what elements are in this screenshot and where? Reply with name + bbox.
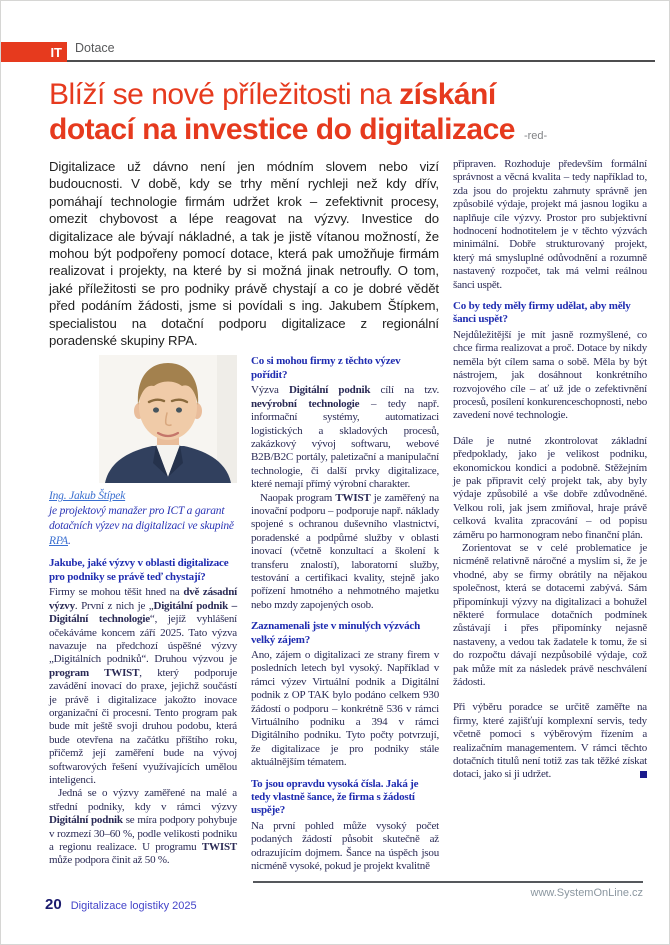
website-url: www.SystemOnLine.cz: [530, 887, 643, 899]
page-header: [1, 39, 655, 62]
title-line-2: [49, 113, 645, 148]
caption-role-text: je projektový manažer pro ICT a garant dotačních výzev na digitalizaci ve skupině: [49, 505, 234, 533]
left-section: [49, 158, 439, 874]
interview-question: Co by tedy měly firmy udělat, aby měly šanci uspět?: [453, 300, 631, 326]
bold-text: Digitální podnik – Digitální technologie: [49, 599, 237, 626]
title-line-1: [49, 78, 645, 113]
title-bold-part: získání: [399, 78, 496, 111]
article-paragraph: [453, 542, 647, 689]
article-paragraph: [49, 787, 237, 867]
article-paragraph: [453, 701, 647, 781]
publication-title: Digitalizace logistiky 2025: [70, 900, 197, 912]
bold-text: TWIST: [335, 491, 371, 504]
text-run: Naopak program: [260, 491, 336, 504]
text-run: je zaměřený na inovační podporu – podporuje např. náklady spojené s ochranou duševního vlastnictví, poradenské a podpůrné služby v oblasti inovací (včetně konzultací a školení k transferu znalostí), laboratorní služby, testování a certifikaci kvality, stejně jako pořízení hmotného a nehmotného majetku nebo mzdy zapojených osob.: [251, 491, 439, 611]
article-column-right: [453, 158, 647, 874]
footer-left: [45, 897, 197, 912]
interview-question: Co si mohou firmy z těchto výzev pořídit?: [251, 355, 401, 381]
bold-text: TWIST: [201, 841, 237, 853]
interview-question: To jsou opravdu vysoká čísla. Jaká je tedy vlastně šance, že firma s žádostí uspěje?: [251, 777, 419, 817]
article-paragraph: [453, 435, 647, 542]
header-rule: [67, 39, 655, 62]
bold-text: Digitální podnik: [289, 384, 371, 397]
text-run: cílí na tzv.: [370, 384, 440, 397]
rpa-link[interactable]: RPA: [49, 535, 68, 548]
bold-text: program TWIST: [49, 666, 140, 679]
category-tab: IT: [1, 42, 67, 62]
person-name-link[interactable]: Ing. Jakub Štípek: [49, 490, 126, 503]
article-paragraph: [251, 492, 439, 613]
text-run: Ano, zájem o digitalizaci ze strany firem v posledních letech byl vysoký. Například v rámci výzev Virtuální podnik a Digitální podnik z OP TAK bylo podáno celkem 930 žádostí o podporu – konkrétně 536 v rámci Virtuálního podniku a 394 v rámci Digitálního podniku. Tyto počty potvrzují, že digitalizace je pro podniky stále aktuálnějším tématem.: [251, 649, 439, 769]
portrait-illustration: [99, 355, 237, 483]
section-label: Dotace: [75, 41, 115, 55]
text-run: může podpora činit až 50 %.: [49, 854, 170, 867]
text-run: Při výběru poradce se určitě zaměřte na firmy, které zajišťují komplexní servis, tedy včetně pomoci s výběrovým řízením a realizačním managementem. V rámci těchto dotačních titulů není totiž zas tak těžké získat dotaci, jako si ji udržet.: [453, 701, 647, 781]
text-run: Zorientovat se v celé problematice je nicméně relativně náročné a myslím si, že je vhodné, aby se firmy obrátily na nějakou společnost, která se dotacemi zabývá. Sám připomínkuji výzvy na digitalizaci a bohužel některé formulace dotačních podmínek zůstávají i přes připomínky nejasně nastaveny, a vedou tak žadatele k tomu, že si do rozpočtu dávají nezpůsobilé výdaje, což pak může mít za následek právě neschválení žádosti.: [453, 541, 647, 689]
column-left-text: [49, 557, 237, 867]
article-column-middle: [251, 355, 439, 873]
article-paragraph: [251, 384, 439, 491]
footer-divider: [253, 881, 643, 899]
title-light-part: Blíží se nové příležitosti na: [49, 78, 400, 111]
text-run: připraven. Rozhoduje především formální správnost a věcná kvalita – tedy například to, zda jsou do projektu zahrnuty správně jen způsobilé výdaje, projekt má jasnou logiku a naplňuje cíle výzvy. Prostor pro subjektivní hodnocení hodnotitelem je v těchto výzvách minimální. Dobře strukturovaný projekt, který má smysluplné odůvodnění a rozumně nastavený rozpočet, tak má velmi reálnou šanci uspět.: [453, 158, 647, 291]
author-byline: -red-: [523, 129, 548, 142]
text-run: Výzva: [251, 384, 289, 397]
article-paragraph: [251, 820, 439, 874]
portrait-photo: [99, 355, 237, 483]
interview-question: Zaznamenali jste v minulých výzvách velký zájem?: [251, 620, 420, 646]
two-column-block: [49, 355, 439, 873]
intro-paragraph: Digitalizace už dávno není jen módním slovem nebo vizí budoucnosti. V době, kdy se trhy mění rychleji než kdy dřív, pomáhají technologie firmám udržet krok – zefektivnit procesy, omezit chybovost a lépe reagovat na výzvy. Investice do digitalizace ale bývají nákladné, a tak je jistě vítanou možností, že mohou být podpořeny pomocí dotace, která pak umožňuje firmám realizovat i projekty, na které by si možná jinak netroufly. O tom, jaké příležitosti se pro podniky právě chystají a co je dobré vědět před podáním žádosti, jsme si povídali s ing. Jakubem Štípkem, specialistou na dotační podporu digitalizace z regionální poradenské skupiny RPA.: [49, 159, 439, 349]
page-number: 20: [45, 896, 62, 913]
text-run: . První z nich je „: [74, 599, 154, 612]
bold-text: nevýrobní technologie: [251, 397, 360, 410]
bold-text: Digitální podnik: [49, 814, 123, 827]
interview-question: Jakube, jaké výzvy v oblasti digitalizace pro podniky se právě teď chystají?: [49, 557, 229, 583]
article-body: [49, 158, 647, 874]
text-run: Na první pohled může vysoký počet podaných žádostí působit skutečně až odrazujícím dojmem. Šance na úspěch jsou nicméně vysoké, pokud je projekt kvalitně: [251, 819, 439, 873]
title-bold-part2: dotací na investice do digitalizace: [49, 112, 515, 146]
text-run: Dále je nutné zkontrolovat základní předpoklady, jako je velikost podniku, ekonomickou kondici a podobně. Stěžejním je pak připravit celý projekt tak, aby byly výdaje způsobilé a vše dobře zdůvodněné. Velkou roli, jak jsem zmiňoval, hraje právě celková kvalita zpracování – od popisu záměru po harmonogram nebo finanční plán.: [453, 434, 647, 541]
article-paragraph: [453, 158, 647, 292]
end-mark: [640, 771, 647, 778]
article-column-left: [49, 355, 237, 873]
text-run: Nejdůležitější je mít jasně rozmyšlené, co chce firma realizovat a proč. Dotace by nikdy neměla být cílem sama o sobě. Měla by být nástrojem, jak dosáhnout konkrétního rozvojového cíle – ať už jde o zefektivnění procesů, posílení konkurenceschopnosti, nebo zavedení nové technologie.: [453, 328, 647, 422]
photo-caption: [49, 489, 237, 549]
text-run: se míra podpory pohybuje v rozmezí 30–60 %, podle velikosti podniku a regionu realizace. U programu: [49, 814, 237, 853]
text-run: “, jejíž vyhlášení očekáváme koncem září 2025. Tato výzva navazuje na předchozí úspěšné výzvy „Digitálních podniků“. Druhou výzvou je: [49, 613, 237, 666]
article-paragraph: [49, 586, 237, 787]
article-paragraph: [453, 329, 647, 423]
text-run: Firmy se mohou těšit hned na: [49, 586, 184, 599]
text-run: , který podporuje zavádění inovací do praxe, jejichž součástí je právě i digitalizace jakožto inovace organizační či procesní. Tento program pak bude mít ještě svoji druhou podobu, která bude otevřena na začátku příštího roku, přičemž její zaměření bude na vývoj softwarových řešení využívajících umělou inteligenci.: [49, 666, 237, 786]
text-run: – tedy např. informační systémy, automatizaci logistických a skladových procesů, zakázkový vývoj softwaru, webové B2B/B2C portály, paletizační a manipulační technologie, či další prvky digitalizace, které nemají přímý výrobní charakter.: [251, 397, 439, 491]
bold-text: dvě zásadní výzvy: [49, 586, 237, 612]
caption-period: .: [68, 535, 71, 548]
text-run: Jedná se o výzvy zaměřené na malé a střední podniky, kdy v rámci výzvy: [49, 787, 237, 813]
article-title: [49, 78, 645, 147]
article-paragraph: [251, 649, 439, 770]
